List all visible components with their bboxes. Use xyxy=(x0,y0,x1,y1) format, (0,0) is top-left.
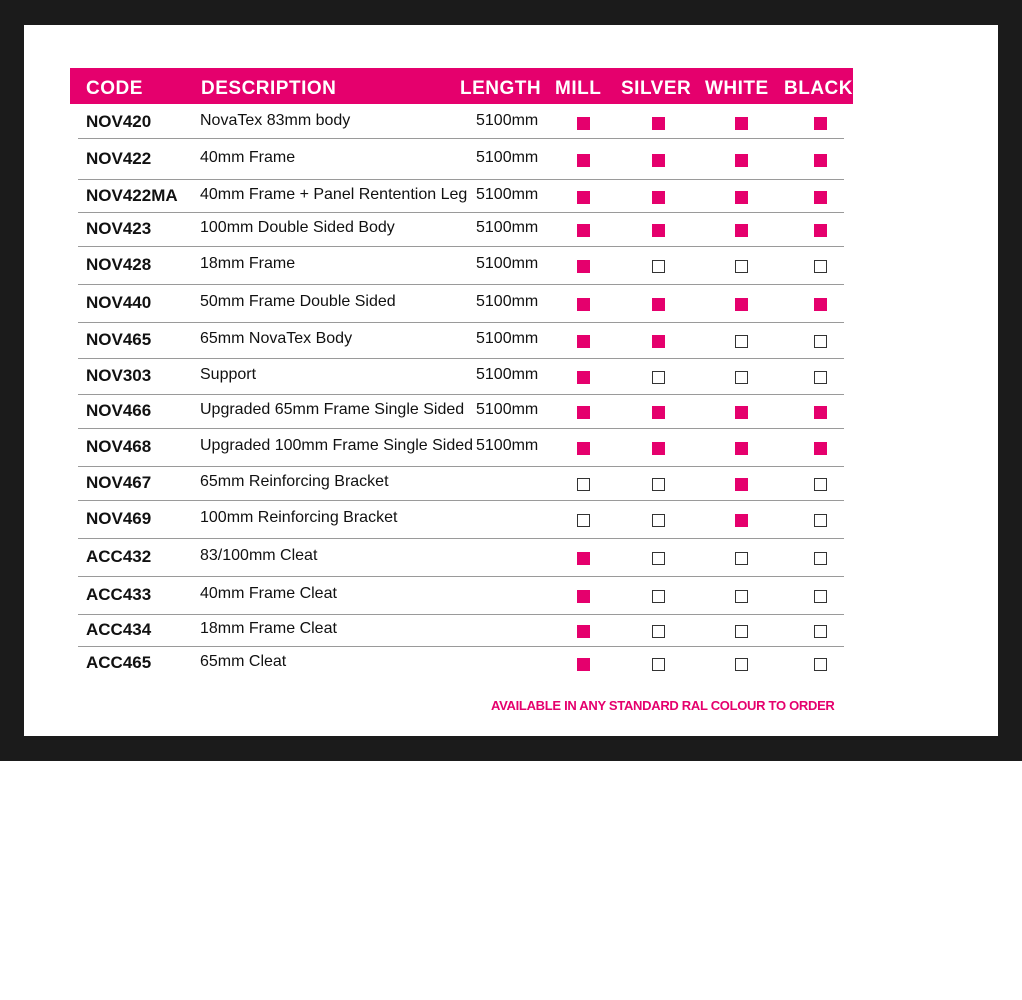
product-code: NOV469 xyxy=(86,509,152,528)
product-code: NOV466 xyxy=(86,401,152,420)
white-availability-filled-icon xyxy=(735,224,748,237)
product-description: 18mm Frame xyxy=(200,255,296,272)
table-row xyxy=(78,213,844,247)
product-code: NOV422MA xyxy=(86,186,178,205)
header-silver: SILVER xyxy=(621,78,692,99)
product-code: NOV468 xyxy=(86,437,152,456)
silver-availability-empty-icon xyxy=(652,590,665,603)
mill-availability-filled-icon xyxy=(577,590,590,603)
black-availability-empty-icon xyxy=(814,625,827,638)
black-availability-empty-icon xyxy=(814,478,827,491)
silver-availability-filled-icon xyxy=(652,154,665,167)
white-availability-empty-icon xyxy=(735,658,748,671)
white-availability-filled-icon xyxy=(735,478,748,491)
product-code: ACC433 xyxy=(86,585,152,604)
product-length: 5100mm xyxy=(476,293,539,310)
product-length: 5100mm xyxy=(476,219,539,236)
product-code: ACC434 xyxy=(86,620,152,639)
product-description: 65mm Reinforcing Bracket xyxy=(200,473,389,490)
black-availability-empty-icon xyxy=(814,590,827,603)
product-length: 5100mm xyxy=(476,112,539,129)
table-row xyxy=(78,615,844,647)
header-white: WHITE xyxy=(705,78,769,99)
black-availability-filled-icon xyxy=(814,298,827,311)
product-code: NOV420 xyxy=(86,112,152,131)
silver-availability-empty-icon xyxy=(652,260,665,273)
mill-availability-filled-icon xyxy=(577,442,590,455)
white-availability-filled-icon xyxy=(735,514,748,527)
mill-availability-filled-icon xyxy=(577,117,590,130)
product-length: 5100mm xyxy=(476,255,539,272)
table-row xyxy=(78,429,844,467)
product-length: 5100mm xyxy=(476,366,539,383)
product-description: 40mm Frame Cleat xyxy=(200,585,337,602)
mill-availability-filled-icon xyxy=(577,298,590,311)
silver-availability-empty-icon xyxy=(652,625,665,638)
header-mill: MILL xyxy=(555,78,602,99)
black-availability-filled-icon xyxy=(814,154,827,167)
mill-availability-filled-icon xyxy=(577,154,590,167)
header-black: BLACK xyxy=(784,78,853,99)
table-row xyxy=(78,467,844,501)
mill-availability-filled-icon xyxy=(577,260,590,273)
table-row xyxy=(78,577,844,615)
table-row xyxy=(78,247,844,285)
product-code: NOV440 xyxy=(86,293,152,312)
black-availability-filled-icon xyxy=(814,224,827,237)
mill-availability-filled-icon xyxy=(577,552,590,565)
product-description: 65mm Cleat xyxy=(200,653,287,670)
product-description: 50mm Frame Double Sided xyxy=(200,293,396,310)
silver-availability-filled-icon xyxy=(652,117,665,130)
white-availability-filled-icon xyxy=(735,406,748,419)
silver-availability-filled-icon xyxy=(652,406,665,419)
black-availability-filled-icon xyxy=(814,191,827,204)
silver-availability-filled-icon xyxy=(652,224,665,237)
white-availability-empty-icon xyxy=(735,590,748,603)
black-availability-empty-icon xyxy=(814,552,827,565)
table-row xyxy=(78,395,844,429)
table-row xyxy=(78,139,844,180)
header-description: DESCRIPTION xyxy=(201,78,337,99)
product-code: NOV465 xyxy=(86,330,152,349)
header-code: CODE xyxy=(86,78,143,99)
ral-colour-note: AVAILABLE IN ANY STANDARD RAL COLOUR TO ORDER xyxy=(491,698,835,713)
table-row xyxy=(78,359,844,395)
product-length: 5100mm xyxy=(476,401,539,418)
silver-availability-filled-icon xyxy=(652,335,665,348)
silver-availability-empty-icon xyxy=(652,478,665,491)
product-length: 5100mm xyxy=(476,437,539,454)
white-availability-filled-icon xyxy=(735,298,748,311)
table-row xyxy=(78,501,844,539)
product-code: NOV467 xyxy=(86,473,152,492)
product-description: 65mm NovaTex Body xyxy=(200,330,353,347)
black-availability-filled-icon xyxy=(814,117,827,130)
product-length: 5100mm xyxy=(476,149,539,166)
product-description: Support xyxy=(200,366,257,383)
silver-availability-empty-icon xyxy=(652,658,665,671)
mill-availability-filled-icon xyxy=(577,191,590,204)
product-description: 18mm Frame Cleat xyxy=(200,620,337,637)
black-availability-empty-icon xyxy=(814,514,827,527)
product-description: 100mm Reinforcing Bracket xyxy=(200,509,398,526)
product-code: NOV303 xyxy=(86,366,152,385)
silver-availability-empty-icon xyxy=(652,371,665,384)
product-description: 40mm Frame + Panel Rentention Leg xyxy=(200,186,468,203)
product-code: NOV422 xyxy=(86,149,152,168)
table-row xyxy=(78,539,844,577)
product-description: 40mm Frame xyxy=(200,149,296,166)
table-row xyxy=(78,647,844,681)
mill-availability-filled-icon xyxy=(577,371,590,384)
silver-availability-empty-icon xyxy=(652,514,665,527)
black-availability-empty-icon xyxy=(814,335,827,348)
table-header xyxy=(70,68,853,104)
white-availability-filled-icon xyxy=(735,191,748,204)
table-row xyxy=(78,106,844,139)
product-description: Upgraded 100mm Frame Single Sided xyxy=(200,437,474,454)
product-code: NOV423 xyxy=(86,219,152,238)
silver-availability-filled-icon xyxy=(652,298,665,311)
header-length: LENGTH xyxy=(460,78,542,99)
mill-availability-empty-icon xyxy=(577,478,590,491)
white-availability-filled-icon xyxy=(735,117,748,130)
black-availability-filled-icon xyxy=(814,406,827,419)
product-description: NovaTex 83mm body xyxy=(200,112,351,129)
silver-availability-empty-icon xyxy=(652,552,665,565)
table-row xyxy=(78,180,844,213)
mill-availability-empty-icon xyxy=(577,514,590,527)
product-description: Upgraded 65mm Frame Single Sided xyxy=(200,401,465,418)
mill-availability-filled-icon xyxy=(577,406,590,419)
product-length: 5100mm xyxy=(476,330,539,347)
white-availability-empty-icon xyxy=(735,335,748,348)
silver-availability-filled-icon xyxy=(652,442,665,455)
mill-availability-filled-icon xyxy=(577,625,590,638)
mill-availability-filled-icon xyxy=(577,335,590,348)
black-availability-empty-icon xyxy=(814,260,827,273)
table-row xyxy=(78,323,844,359)
table-row xyxy=(78,285,844,323)
product-code: ACC465 xyxy=(86,653,152,672)
product-code: ACC432 xyxy=(86,547,152,566)
black-availability-empty-icon xyxy=(814,658,827,671)
white-availability-filled-icon xyxy=(735,442,748,455)
product-length: 5100mm xyxy=(476,186,539,203)
white-availability-empty-icon xyxy=(735,260,748,273)
black-availability-empty-icon xyxy=(814,371,827,384)
white-availability-empty-icon xyxy=(735,552,748,565)
white-availability-empty-icon xyxy=(735,625,748,638)
mill-availability-filled-icon xyxy=(577,224,590,237)
product-description: 83/100mm Cleat xyxy=(200,547,318,564)
product-code: NOV428 xyxy=(86,255,152,274)
product-description: 100mm Double Sided Body xyxy=(200,219,395,236)
white-availability-filled-icon xyxy=(735,154,748,167)
silver-availability-filled-icon xyxy=(652,191,665,204)
white-availability-empty-icon xyxy=(735,371,748,384)
mill-availability-filled-icon xyxy=(577,658,590,671)
black-availability-filled-icon xyxy=(814,442,827,455)
